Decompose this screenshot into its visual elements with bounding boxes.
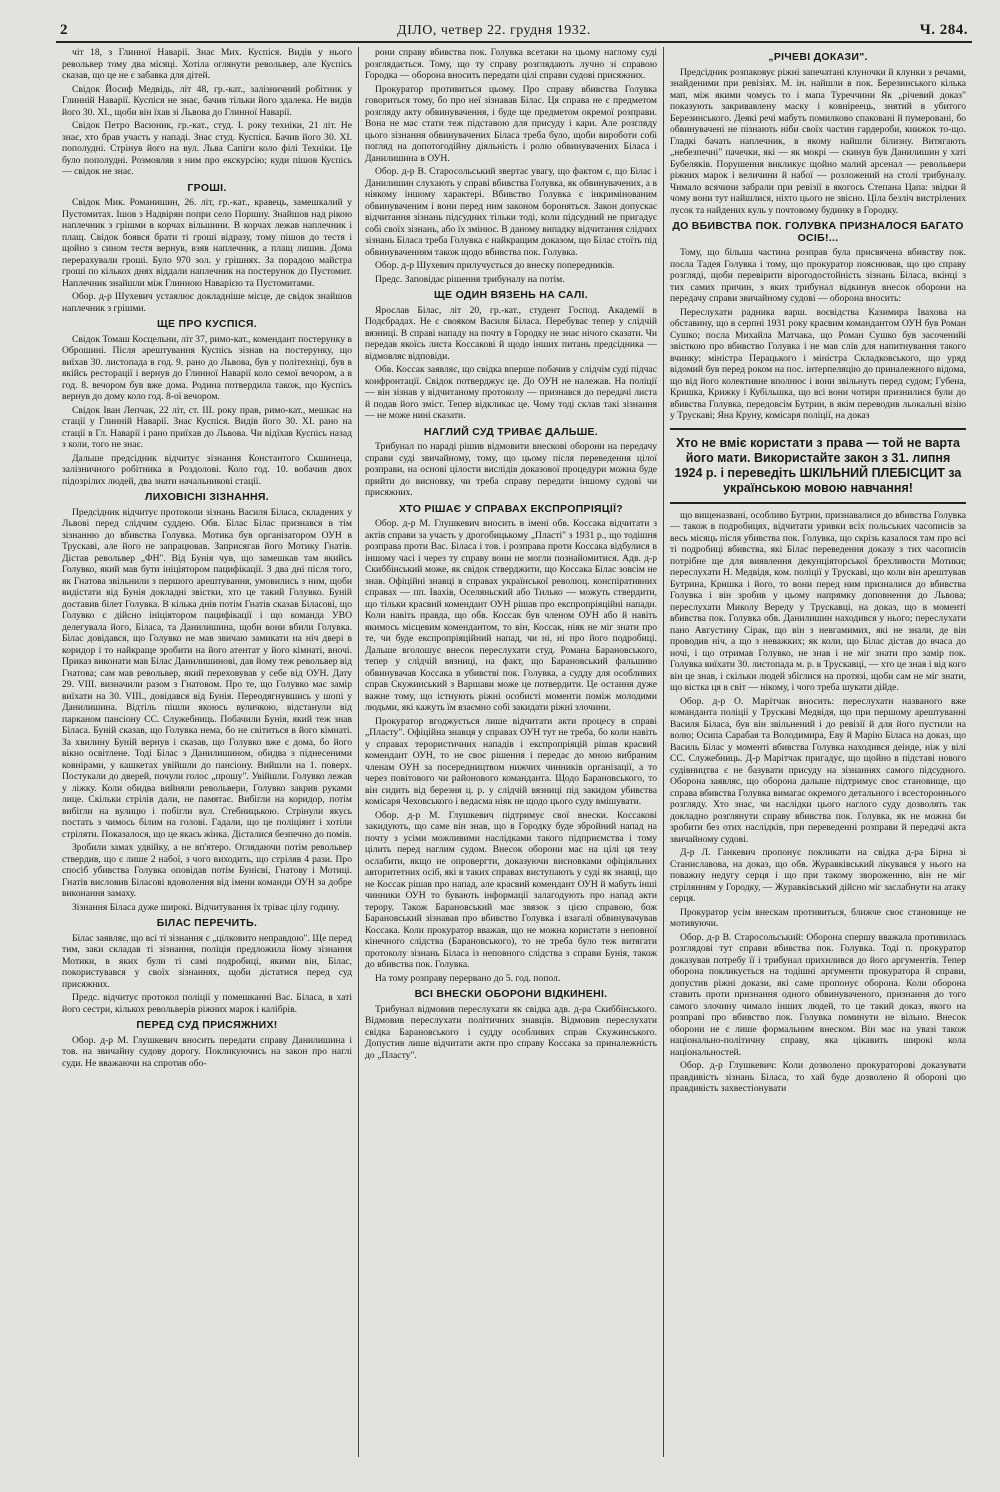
article-paragraph: Предсідник розпаковує ріжні запечатані клуночки й клунки з речами, знайденими при ревізіях. М. ін. найшли в пок. Березинського кілька мап, між якими чомусь то і мапа Туреччини Як „річевий доказ" показують закривавлену маску і ковніреець, знятий в убитого Березинського. Деякі речі мабуть помилково спаковані й пумеровані, бо обвинувачені не пізнають ніби своїх частин гардероби, книжок то-що. Гладкі бачать наплечник, в якому найшли білизну. Витягають „небезпечні" пачечки, які — як мокрі — скинув був Данилишин у хаті Бубеляків. Порушення викликує щойно малий арсенал — револьвери ріжних марок і величини й набої — розложений на столі трибуналу. Чимало всячини забрали при ревізії в якогось Степана Цапа: звідки й чому вони тут найшлися, ніхто цього не звісно. Ціла безліч вистрілених лусок та найдених куль у почтовому будинку в Городку.: [670, 66, 966, 216]
article-paragraph: Свідок Іван Лепчак, 22 літ, ст. ІІІ. року прав, римо-кат., мешкає на стації у Глинній Наварії. Знає Куспіся. Видів його 30. XI. рано на стації в Гл. Наварії і рано приїхав до Львова. Чи відїхав Куспісь назад з коли, того не знає.: [62, 404, 352, 450]
article-paragraph: Обор. д-р М. Глушкевич підтримує свої внески. Коссакові закидують, що саме він знав, що в Городку буде збройний напад на почту з усіми можливими наслідками такого підприємства і тому цілить перед наглим судом. Внесок оборони має на цілі ця тезу ослабити, якщо не опровергти, доказуючи висновками офіціяльних авторитетних осіб, які в таких справах виступають у суді як знавці, що не Коссак рішав про напад, але красвий комендант ОУН й мабуть інші чинники ОУН то бувають інформації залагодують про напад акти терору. Також Барановський має звязок з цією справою, бож Барановський зізнавав про вбивство Голувка і взагалі обвинувачував Коссака. Коли прокуратор вважав, що не можна користати з неповної кінечного слідства (Барановського), то не треба було теж витягати протоколу зізнань Біласа із неповного слідства з справи Бунія, також до вбивства пок. Голувка.: [365, 809, 657, 970]
section-heading: ЩЕ ОДИН ВЯЗЕНЬ НА САЛІ.: [434, 289, 588, 301]
article-paragraph: Свідок Петро Васюник, гр.-кат., студ. І. року техніки, 21 літ. Не знає, хто брав участь у нападі. Знає студ. Куспіся. Бачив його 30. XI. пополудні. Стрінув його на вул. Льва Сапіги коло філі Техніки. Це було пополудні. Розмовляв з ним про екскурсію; куди пішов Куспісь — свідок не знає.: [62, 120, 352, 177]
article-paragraph: Свідок Йосиф Медвідь, літ 48, гр.-кат., залізничний робітник у Глинній Наварії. Куспіся не знає, бачив тільки його здалека. Не видів його 30. XI., щоби він їхав зі Львова до Глинної Наварії.: [62, 83, 352, 118]
article-paragraph: рони справу вбивства пок. Голувка всетаки на цьому наглому суді розглядається. Тому, що ту справу розглядають лучно зі справою Городка — оборона вносить передати цілі справи судові присяжних.: [365, 47, 657, 81]
section-heading: ХТО РІШАЄ У СПРАВАХ ЕКСПРОПРІЯЦІЇ?: [398, 502, 624, 515]
article-paragraph: Зізнання Біласа дуже широкі. Відчитування їх тріває цілу годину.: [72, 901, 340, 913]
section-heading: БІЛАС ПЕРЕЧИТЬ.: [156, 917, 258, 929]
section-heading: ЛИХОВІСНІ ЗІЗНАННЯ.: [145, 491, 269, 503]
column-1: [56, 47, 359, 1457]
section-heading: ПЕРЕД СУД ПРИСЯЖНИХ!: [136, 1019, 278, 1031]
article-paragraph: Обор. д-р В. Старосольський: Оборона спершу вважала противилась розглядові тут справи вбивства пок. Голувка. Тоді п. прокуратор доказував потребу її і трибунал прихилився до його аргументів. Тепер оборона покликується на тодішні аргументи прокуратора й справи, допустив ріжні докази, які саме пропонує оборона. Коли оборона ставить проти признання одного обвинуваченого, признання до того самого злочину чимало інших людей, то це такий доказ, якого на розправі про вбивство пок. Голувка поминути не вільно. Внесок оборони не є лише формальним внеском. Він має на увазі також національно-політичну справу, яка цікавить широкі кола національностей.: [670, 931, 966, 1058]
newspaper-date-line: ДІЛО, четвер 22. грудня 1932.: [397, 23, 591, 38]
article-paragraph: Трибунал відмовив переслухати як свідка адв. д-ра Скиббінського. Відмовив переслухати політичних знавців. Відмовив переслухати свідка Барановського і судду особливих справ Скужинського. Допустив лише відчитати акти про справу Коссака за приналежність до „Пласту".: [365, 1003, 657, 1061]
article-paragraph: Обв. Коссак заявляє, що свідка вперше побачив у слідчім суді підчас конфронтації. Свідок потверджує це. До ОУН не належав. На поліції — він зізнав у відчитаному протоколу — признався до передачі листа й подав його зміст. Тепер відкликає це. Чому тоді склав такі зізнання — не може нині сказати.: [365, 364, 657, 421]
article-paragraph: Зробили замах удвійку, а не вп'ятеро. Оглядаючи потім револьвер ствердив, що є лише 2 набої, з чого виходить, що стріляв 4 рази. Про спосіб убивства Голувка оповідав потім Бунієві, Гнатову і Мотиці. Гнатів висловив Біласові вдоволення від імени команди ОУН за добре виконання замаху.: [62, 842, 352, 899]
columns: [56, 47, 972, 1457]
article-paragraph: Предсідник відчитує протоколи зізнань Василя Біласа, складених у Львові перед слідчим суддею. Обв. Білас Білас признався в тім зізнанню до вбивства Голувка. Мотика був організатором ОУН в Трускаві, але його не запрацював. Заприсягав його Мотику Гнатів. Дістав револьвер „ФН". Від Бунія чув, що замешкав там якийсь Голувко, який мав бути ініціятором пацифікації. З два дні після того, як Гнатова звільнили з першого арештування, умовились з ним, щоби видістати від Бунія докладні звістки, хто це такий Голувко. Буній доставив білет Голувка. В кілька днів потім Гнатів сказав Біласові, що Голувко є дійсно ініціятором пацифікації і що команда УВО делегувала його, Біласа, та Данилишина, щоби вони вбили Голувка. Білас довідався, що Голувко не мав звичаю замикати на ніч двері в коридор і то найкраще зробити на його атентат у його кімнаті, вночі. Приказ виконати мав Білас Данилишинові, дав йому теж револьвер від Гнатова; сам мав револьвер, який переховував у себе від ОУН. Дату 29. VIII. визначили разом з Гнатовом. Про те, що Голувко має замір виїхати на 30. VIII., довідався від Бунія. Переодягнувшись у шопі у Данилишина. Відтіль пішли якоюсь вуличкою, відстанули від парканом пансіону СС. Служебниць. Побачили Бунія, який теж знав Біласа. Буній сказав, що Голувка нема, бо не світиться в його кімнаті. За хвилину Буній вернув і сказав, що Голувко вже є дома, бо його вікно освітлене. Тоді Білас з Данилишином, обидва з піднесеними ковнірами, у кашкетах увійшли до пансіону. Вийшли на 1. поверх. Постукали до дверей, почули голос „прошу". Увійшли. Голувко лежав у ліжку. Коли обидва вийняли револьвери, Голувко закрив руками лице. Скільки стрілів дали, не памятає. Вибігли на коридор, потім вибігли на вулицю і побігли вул. Стебницькою. Стрінули якусь постать з чимось білим на голові. Гадали, що це поліціянт і хотіли стріляти. Показалося, що це якась жінка. Дісталися безпечно до помів.: [62, 506, 352, 840]
plebiscite-notice: Хто не вміє користати з права — той не варта його мати. Використайте закон з 31. липня 1924 р. і переведіть ШКІЛЬНИЙ ПЛЕБІСЦИТ за українською мовою навчання!: [670, 428, 966, 504]
article-paragraph: Предс. відчитує протокол поліції у помешканні Вас. Біласа, в хаті його сестри, кількох револьверів ріжних марок і калібрів.: [62, 992, 352, 1015]
top-rule: [56, 41, 972, 43]
article-paragraph: Дальше предсідник відчитує зізнання Константого Скшинеца, залізничного робітника в Роздолові. Коло год. 10. вобачив двох підозрілих людей, два знати начальникові стації.: [62, 452, 352, 487]
article-paragraph: Д-р Л. Ганкевич пропонує покликати на свідка д-ра Бірна зі Станиславова, на доказ, що обв. Журавківський лікувався у нього на поважну недугу серця і що при такому звороженню, він не міг стрілянням у Городку, — Журавківський дійсно міг заслабнути на атаку серця.: [670, 847, 966, 904]
section-heading: ГРОШІ.: [187, 181, 227, 194]
article-paragraph: чіт 18, з Глинної Наварії. Знає Мих. Куспіся. Видів у нього револьвер тому два місяці. Хотіла оглянути револьвер, але Куспісь сказав, що це не є забавка для дітей.: [62, 47, 352, 81]
article-paragraph: Обор. д-р Шухевич устаялює докладніше місце, де свідок знайшов наплечник з грішми.: [62, 291, 352, 314]
article-paragraph: Предс. Заповідає рішення трибуналу на потім.: [375, 273, 565, 285]
masthead: [56, 22, 972, 41]
article-paragraph: Обор. д-р Глушкевич: Коли дозволено прокураторові доказувати правдивість зізнань Біласа, то хай буде дозволено й обороні цю правдивість захвестіонувати: [670, 1060, 966, 1094]
article-paragraph: Трибунал по нараді рішив відмовити внескові оборони на передачу справи суді звичайному, тому, що цьому після переведення цілої розправи, на основі цілости вислідів доказової процедури можна буде прийти до висновку, чи треба справу передати іншому судові чи присяжних.: [365, 441, 657, 498]
section-heading: ДО ВБИВСТВА ПОК. ГОЛУВКА ПРИЗНАЛОСЯ БАГАТО ОСІБ!...: [672, 220, 964, 244]
article-paragraph: На тому розправу перервано до 5. год. попол.: [375, 972, 561, 984]
article-paragraph: Свідок Мик. Романишин, 26. літ, гр.-кат., кравець, замешкалий у Пустомитах. Ішов з Надвірян попри село Поршну. Знайшов над рікою наплечник з грішми в корчах вільшини. В корчах лежав наплечник і плащ. Свідок боявся брати ті гроші відразу, тому пішов до тестя і щойно з сином тестя вернув, взяв наплечник, а плащ лишив. Дома перерахували гроші. Було 970 зол. у грішнях. За порадою майстра гроші по кількох днях віддали наплечник на постерунок до Пустомит. Наплечник знайшли між Глинною Наварією та Пустомитами.: [62, 197, 352, 289]
article-paragraph: Обор. д-р М. Глушкевич вносить в імені обв. Коссака відчитати з актів справи за участь у дрогобицькому „Пласті" з 1931 р., що тодішня розправа проти Вас. Біласа і тов. і розправа проти Коссака відбулися в іншому часі і через ту справу вони не могли познайомитися. Адв. д-р Скиббінський може, як свідок стверджити, що Коссака Білас зовсім не знав. Офіційні знавці в справах української революц. конспіративних справах — пп. Івахів, Оселяньский або Тилько — можуть ствердити, що тільки красвий комендант ОУН рішав про експропріяційні напади. Коли навіть правда, що обв. Коссак був членом ОУН або й навіть якимось місцевим комендантом, то він, Коссак, ніяк не міг знати про те, чи буде експропріяційний напад, чи ні, ні про його подробиці. Дальше вголошує внесок переслухати студ. Романа Барановського, тепер у слідчій вязниці, на факт, що Барановський фальшиво обвинувачав Коссака в убивстві пок. Голувка, а судду для особливих справ Скужинський з Варшави може це потвердити. Це остання дуже важне тому, що істнують ріжні особисті моменти поміж молодими людьми, які кажуть їм взаємно собі закидати ріжні злочини.: [365, 518, 657, 713]
article-paragraph: Переслухати радника варш. воєвідства Казимира Іваховa на обставину, що в серпні 1931 року краєвим командантом ОУН був Роман Сушко; посла Михайла Матчака, що Роман Сушко був засоченийі звісткою про вбивство Голувка і не мав слів для напитнування такого вчинку; міністра Перацького і міністра Складковського, що уряд відомий був перед роком на пос. інтерпеляцію до приналежного відома, що від його колективне вполнюс і вони звільнуть перед судом; Губена, Кришка, Крижку і Кубільшка, що всі вони чотири признилися були до вбивства Голувка, передовсім Бутрин, в якім переводив льокальні візію у Трускаві; Яна Круну, комісаря поліції, на доказ: [670, 306, 966, 421]
section-heading: „РІЧЕВІ ДОКАЗИ".: [768, 51, 868, 63]
page-number: 2: [60, 22, 68, 38]
section-heading: ВСІ ВНЕСКИ ОБОРОНИ ВІДКИНЕНІ.: [414, 988, 608, 1000]
article-paragraph: Прокуратор вгоджується лише відчитати акти процесу в справі „Пласту". Офіційна знавця у справах ОУН тут не треба, бо коли навіть у справах терористичних нападів і експропріяцій рішав красвий комендант ОУН, то не своє рішення і передає до мною вибраним членам ОУН за посередництвом нижчих чинників організації, а то через повітового чи районового команданта. Щодо Барановського, то він сидить від березня ц. р. у слідчій вязниці під закидом убивства комісаря Чеховського і ведасма ніяк не щодо цього суду вмішувати.: [365, 715, 657, 807]
section-heading: НАГЛИЙ СУД ТРИВАЄ ДАЛЬШЕ.: [423, 425, 599, 438]
article-paragraph: Обор. д-р Шухевич прилучується до внеску попередників.: [375, 260, 615, 271]
column-2: [359, 47, 664, 1457]
article-paragraph: Ярослав Білас, літ 20, гр.-кат., студент Господ. Академії в Подєбрадах. Не є свояком Василя Біласа. Перебуває тепер у слідчій вязниці. В справі нападу на почту в Городку не знає нічого сказати. Чи передав якоїсь листа Коссакові й щодо інших питань предсідника — відмовляє відповіди.: [365, 304, 657, 362]
article-paragraph: Білас заявляє, що всі ті зізнання є „цілковито неправдою". Ще перед тим, заки складав ті зізнання, поліція предложила йому зізнання Мотики, в яких були ті самі подробиці, якими він, Білас, покористувався у своїх зізнаннях, щоби дістатися перед суд присяжних.: [62, 932, 352, 990]
column-3: [664, 47, 972, 1457]
article-paragraph: що вищеназвані, особливо Бутрин, признавалися до вбивства Голувка — також в подробицях, відчитати уривки всіх польських часописів за весь місяць після убивства пок. Голувка, що скрізь казалося там про всі ті подробиці вбивства, які Білас переведення доказу з тих часописів потрібне ще для виявлення декунціяторської брехливости Мотики; переслухати Н. Медвідя, ком. поліції у Трускаві, що коли він арештував Бутрина, Кришка і його, то вони перед ним призналися до вбивства Голувка і він зробив у цьому напрямку доповнення до Львова; переслухати Миколу Вереду у Трускавці, на доказ, що в моменті вбивства пок. Голувка обв. Данилишин находився у нього; переслухати пано Августину Сірак, що він з невгамимих, які не знали, де він проводив ніч, а що з неважких; як коли, що Білас дістав до вчаса до ночі, і що отримав Голувко, не знав і не міг знати про замір пок. Голувка виїхати 30. листопада м. р. в Трускавці, — хто це знав і від кого він це знав, і скільки людей збіглися на протязі, щоби сам не міг знати, що вістка ця в світ — нікому, і чого треба шукати дійде.: [670, 509, 966, 693]
issue-number: Ч. 284.: [919, 22, 968, 38]
article-paragraph: Обор. д-р О. Марітчак вносить: переслухати названого вже команданта поліції у Трускаві Медвідя, що при першому арештуванні Василя Біласа, був він звільнений і до ревізії й для його пустили на волю; Осипа Сарабая та Володимира, Еву й Марію Біласа на доказ, що Василь Білас у моменті вбивства Голувка находився деінде, ніж у вілі СС. Служебниць. Д-р Марітчак пригадує, що щойно в підставі нового судівництва є не базувати присуду на зізнаннях самого підсудного. Оборона заявляє, що оборона дальше підтримує своє становище, що справа вбивства Голувка вимагає окремого детального і всестороннього розгляду. Хто знає, чи наслідки цього наглого суду дозволять так докладно розглянути справу вбивства пок. Голувка, як не можна би зробити без отих наслідків, при переведенні розправи й передачі акта звичайному судові.: [670, 695, 966, 845]
article-paragraph: Свідок Томаш Косцельни, літ 37, римо-кат., комендант постерунку в Оброшині. Після арештування Куспісь зізнав на постерунку, що виїхав 30. листопада в год. 9. рано до Львова, був у політехніці, був в якійсь ресторації і вернув до Глинної Наварії коло семої вечором, а в год. 8. вечором був вже дома. Родина потвердила також, що Куспісь вернув до дому коло год. 8-ої вечором.: [62, 333, 352, 402]
article-paragraph: Обор. д-р М. Глушкевич вносить передати справу Данилишина і тов. на звичайну судову дорогу. Покликуючись на закон про наглі суди. Не вважаючи на спротив обо-: [62, 1034, 352, 1069]
section-heading: ЩЕ ПРО КУСПІСЯ.: [157, 318, 257, 330]
article-paragraph: Прокуратор противиться цьому. Про справу вбивства Голувка говориться тому, бо про неї зізнавав Білас. Ця справа не є предметом розгляду акту обвинувачення, і буде ще предметом окремої розправи. Вона не має стати теж підставою для присуду і кари. Але розгляду цього зізнання обвинувачених Біласа треба було, щоби вироботи собі погляд на допотогодійну діяльність і ролю обвинувачених Біласа і Данилишина в ОУН.: [365, 83, 657, 164]
article-paragraph: Прокуратор усім внескам противиться, ближче своє становище не мотивуючи.: [670, 906, 966, 929]
article-paragraph: Тому, що більша частина розправ була присвячена вбивству пок. посла Тадея Голувка і тому, що прокуратор пояснював, що цю справу розгляді, щоби перевірити вірогодостойність зізнань Біласа, вкінці з тих самих причин, з яких трибунал відкинув внесок оборони на передачу справи звичайному судові — оборона вносить:: [670, 247, 966, 304]
article-paragraph: Обор. д-р В. Старосольський звертає увагу, що фактом є, що Білас і Данилишин слухають у справі вбивства Голувка, як обвинувачених, а в ніякому іншому характері. Вбивство Голувка є інкримінованим обвинуваченим і вони перед ним законом бороняться. Закон допускає відчитання зізнань підсудних тільки тоді, коли підсудний не пригадує собі своїх зізнань, або їх змінює. В даному випадку відчитання слідчих зізнань Біласа треба Голувка є найкращим доказом, що Білас стоїть під обвинуваченням також щодо вбивства пок. Голувка.: [365, 166, 657, 258]
